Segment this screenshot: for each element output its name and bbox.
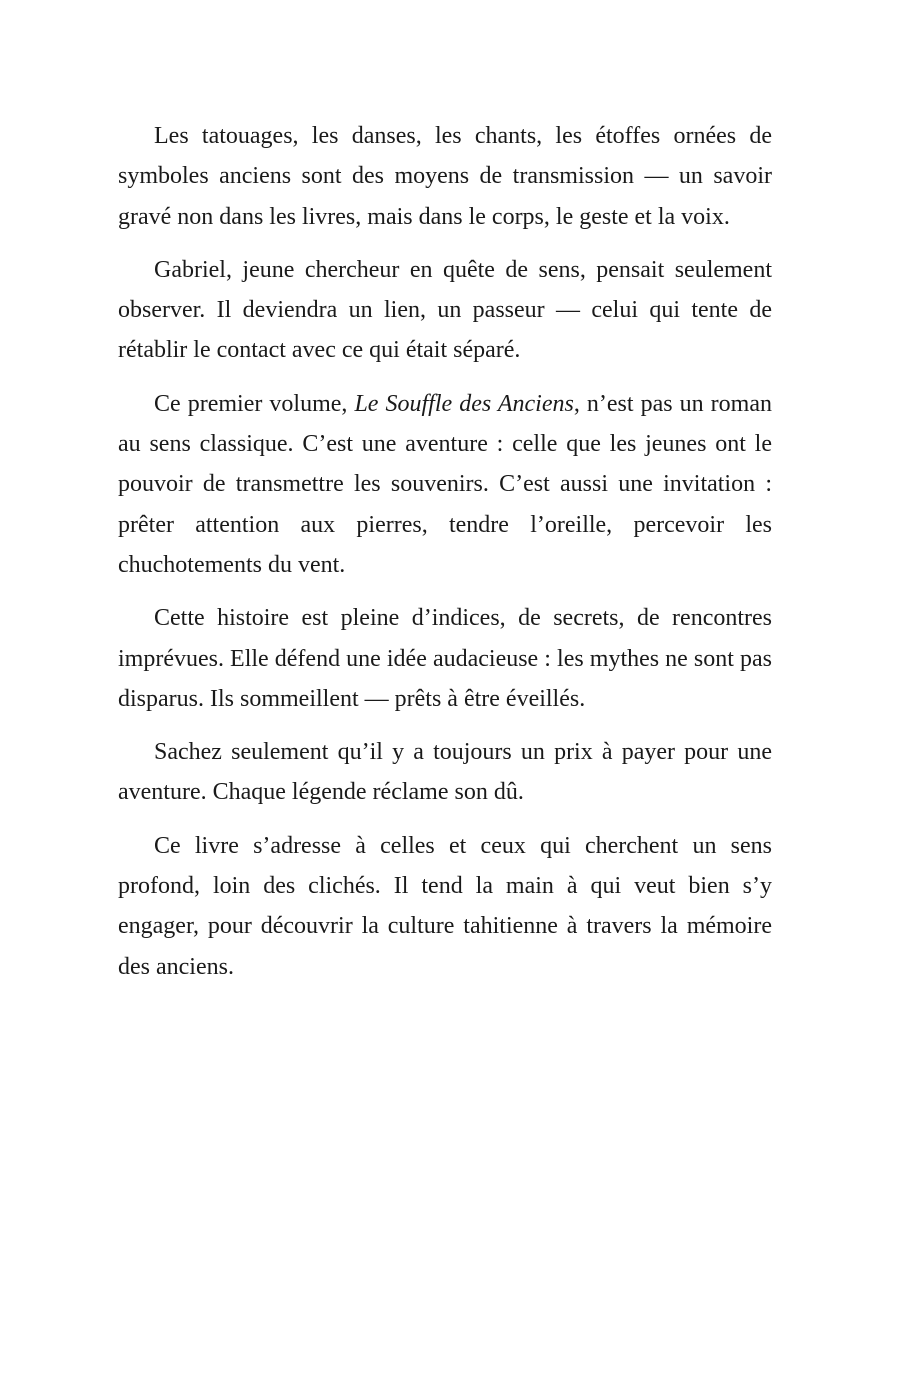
paragraph-2-text: Gabriel, jeune chercheur en quête de sens, pensait seulement observer. Il deviendra un lien, un passeur — celui qui tente de rétablir le contact avec ce qui était séparé. <box>118 256 772 364</box>
paragraph-1 <box>118 116 772 237</box>
page-body <box>118 116 772 1000</box>
paragraph-5 <box>118 732 772 813</box>
paragraph-3 <box>118 384 772 585</box>
paragraph-5-text: Sachez seulement qu’il y a toujours un prix à payer pour une aventure. Chaque légende réclame son dû. <box>118 739 772 806</box>
paragraph-3-text-end: , n’est pas un roman au sens classique. C’est une aventure : celle que les jeunes ont le pouvoir de transmettre les souvenirs. C’est aussi une invitation : prêter attention aux pierres, tendre l’oreille, percevoir les chuchotements du vent. <box>118 390 772 578</box>
paragraph-6 <box>118 826 772 987</box>
paragraph-6-text: Ce livre s’adresse à celles et ceux qui cherchent un sens profond, loin des clichés. Il tend la main à qui veut bien s’y engager, pour découvrir la culture tahitienne à travers la mémoire des anciens. <box>118 832 772 980</box>
book-title-italic: Le Souffle des Anciens <box>354 390 574 417</box>
paragraph-4 <box>118 598 772 719</box>
paragraph-1-text: Les tatouages, les danses, les chants, les étoffes ornées de symboles anciens sont des moyens de transmission — un savoir gravé non dans les livres, mais dans le corps, le geste et la voix. <box>118 123 772 230</box>
paragraph-4-text: Cette histoire est pleine d’indices, de secrets, de rencontres imprévues. Elle défend une idée audacieuse : les mythes ne sont pas disparus. Ils sommeillent — prêts à être éveillés. <box>118 605 772 712</box>
paragraph-2 <box>118 250 772 371</box>
paragraph-3-text-start: Ce premier volume, <box>154 390 355 417</box>
